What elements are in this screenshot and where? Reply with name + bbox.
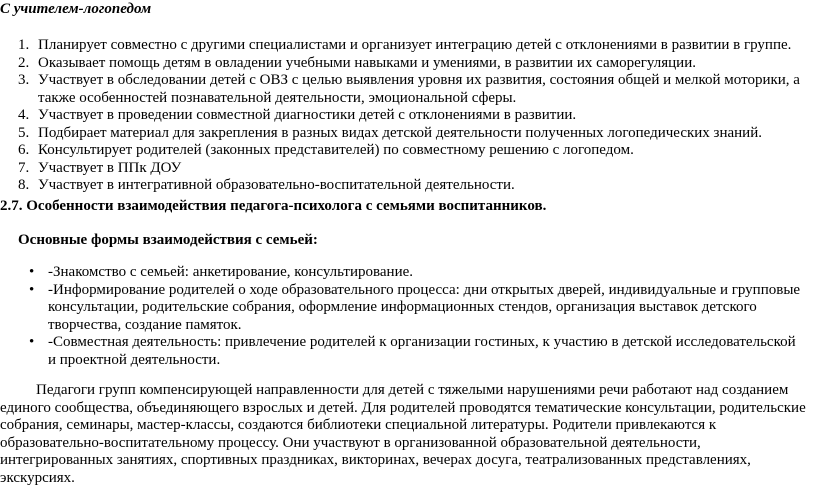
list-item-text: Консультирует родителей (законных представителей) по совместному решению с логопедом. (38, 142, 634, 158)
bullet-dot-icon: • (29, 334, 35, 350)
list-item (0, 177, 816, 195)
list-item-text: Участвует в проведении совместной диагностики детей с отклонениями в развитии. (38, 107, 577, 123)
list-item-text: Оказывает помощь детям в овладении учебными навыками и умениями, в развитии их саморегуляции. (38, 54, 696, 71)
bullet-item-text: -Совместная деятельность: привлечение родителей к организации гостиных, к участию в детской исследовательской и проектной деятельности. (48, 334, 796, 368)
bullet-item (0, 264, 816, 282)
bullet-list (0, 264, 816, 369)
list-item (0, 55, 816, 73)
body-paragraph: Педагоги групп компенсирующей направленности для детей с тяжелыми нарушениями речи работают над созданием единого сообщества, объединяющего взрослых и детей. Для родителей проводятся тематические консультации, родительские собрания, семинары, мастер-классы, создаются библиотеки специальной литературы. Родители привлекаются к образовательно-воспитательному процессу. Они участвуют в организованной образовательной деятельности, интегрированных занятиях, спортивных праздниках, викторинах, вечерах досуга, театрализованных представлениях, экскурсиях. (0, 382, 806, 486)
bullet-item (0, 282, 816, 335)
list-item-number: 3. (18, 72, 30, 88)
list-item-number: 7. (18, 159, 30, 176)
section-title: 2.7. Особенности взаимодействия педагога-психолога с семьями воспитанников. (0, 198, 547, 214)
bullet-dot-icon: • (29, 264, 35, 280)
list-item (0, 37, 816, 55)
bullet-item-text: -Знакомство с семьей: анкетирование, консультирование. (48, 264, 414, 280)
heading-speech-therapist: С учителем-логопедом (0, 1, 152, 17)
list-item-number: 2. (18, 54, 30, 71)
list-item-text: Участвует в интегративной образовательно-воспитательной деятельности. (38, 177, 515, 193)
list-item (0, 72, 816, 107)
list-item-text: Участвует в ППк ДОУ (38, 159, 182, 176)
subsection-title: Основные формы взаимодействия с семьей: (18, 232, 318, 248)
bullet-dot-icon: • (29, 281, 35, 298)
list-item (0, 142, 816, 160)
list-item-number: 6. (18, 142, 30, 158)
numbered-list (0, 37, 816, 195)
list-item-number: 4. (18, 107, 30, 123)
list-item-number: 5. (18, 124, 30, 141)
bullet-item-text: -Информирование родителей о ходе образовательного процесса: дни открытых дверей, индивидуальные и групповые консультации, родительские собрания, оформление информационных стендов, организация выставок детского творчества, создание памяток. (48, 281, 801, 333)
list-item (0, 107, 816, 125)
list-item-text: Подбирает материал для закрепления в разных видах детской деятельности полученных логопедических знаний. (38, 124, 762, 141)
list-item-number: 1. (18, 37, 30, 53)
list-item-text: Участвует в обследовании детей с ОВЗ с целью выявления уровня их развития, состояния общей и мелкой моторики, а также особенностей познавательной деятельности, эмоциональной сферы. (38, 72, 800, 106)
bullet-item (0, 334, 816, 369)
list-item-text: Планирует совместно с другими специалистами и организует интеграцию детей с отклонениями в развитии в группе. (38, 37, 792, 53)
list-item (0, 160, 816, 178)
list-item-number: 8. (18, 177, 30, 193)
list-item (0, 125, 816, 143)
